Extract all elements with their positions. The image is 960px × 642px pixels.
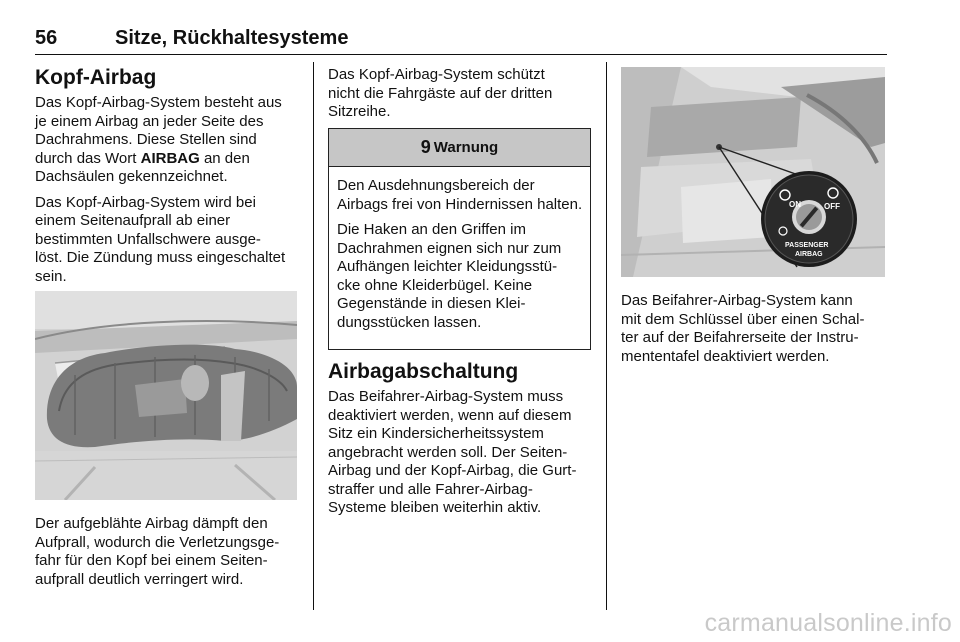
text-line: Das Kopf-Airbag-System besteht aus: [35, 94, 282, 111]
text-line: Dachsäulen gekennzeichnet.: [35, 168, 228, 185]
text-line: Aufhängen leichter Kleidungsstü-: [337, 258, 558, 275]
section-title: Sitze, Rückhaltesysteme: [115, 27, 349, 49]
text-line: Dachrahmen eignen sich nur zum: [337, 239, 562, 257]
text-line: Gegenstände in diesen Klei-: [337, 295, 526, 312]
text-line: Airbags frei von Hindernissen: [337, 195, 533, 213]
text-line: angebracht werden soll. Der Seiten-: [328, 443, 568, 461]
text-line: nicht die Fahrgäste auf der dritten: [328, 84, 553, 102]
paragraph-deployment: [35, 194, 303, 287]
text-line: Der aufgeblähte Airbag dämpft den: [35, 515, 268, 532]
text-line: Sitz ein Kindersicherheitssystem: [328, 425, 544, 442]
text-line: dungsstücken lassen.: [337, 313, 482, 331]
caption-left: [35, 515, 303, 589]
header-rule: [35, 54, 887, 55]
column-divider-left: [313, 62, 314, 610]
text-line: deaktiviert werden, wenn auf diesem: [328, 406, 572, 424]
warning-triangle-icon: 9: [420, 137, 431, 157]
text-line: Airbag und der Kopf-Airbag, die Gurt-: [328, 462, 577, 479]
switch-label-passenger: PASSENGER: [785, 242, 829, 249]
warning-header: [329, 129, 590, 167]
curtain-airbag-photo: [35, 291, 297, 500]
text-line: je einem Airbag an jeder Seite des: [35, 112, 264, 130]
text-line: halten.: [537, 195, 583, 213]
warning-paragraph: [337, 221, 583, 332]
text-line: Sitzreihe.: [328, 103, 391, 120]
text-line: Dachrahmens. Diese Stellen sind: [35, 131, 257, 148]
warning-title: Warnung: [433, 139, 499, 156]
text-line: Das Kopf-Airbag-System schützt: [328, 66, 545, 83]
warning-body: [329, 167, 590, 332]
text-line: mit dem Schlüssel über einen Schal-: [621, 310, 865, 328]
text-fragment: durch das Wort: [35, 149, 141, 167]
heading-airbagabschaltung: Airbagabschaltung: [328, 360, 519, 383]
text-line: bestimmten Unfallschwere ausge-: [35, 230, 261, 248]
column-divider-right: [606, 62, 607, 610]
switch-label-on: ON: [789, 200, 801, 209]
watermark: carmanualsonline.info: [704, 609, 952, 637]
switch-label-off: OFF: [824, 202, 840, 211]
paragraph-airbag-locations: [35, 94, 303, 187]
text-line: cke ohne Kleiderbügel. Keine: [337, 276, 533, 294]
column-left: [35, 66, 303, 293]
text-line: [35, 150, 303, 169]
text-line: fahr für den Kopf bei einem Seiten-: [35, 552, 268, 569]
text-line: Das Beifahrer-Airbag-System muss: [328, 388, 564, 405]
text-line: Aufprall, wodurch die Verletzungsge-: [35, 533, 280, 551]
switch-label-airbag: AIRBAG: [795, 251, 823, 258]
page-number: 56: [35, 27, 58, 49]
text-line: aufprall deutlich verringert wird.: [35, 570, 244, 588]
text-line: straffer und alle Fahrer-Airbag-: [328, 480, 533, 498]
warning-box: [328, 128, 591, 350]
column-middle-intro: [328, 66, 596, 122]
airbag-word: AIRBAG: [140, 149, 200, 167]
passenger-airbag-switch-photo: [621, 67, 885, 277]
text-line: löst. Die Zündung muss eingeschaltet: [35, 249, 286, 266]
text-line: Systeme bleiben weiterhin aktiv.: [328, 499, 542, 516]
text-line: Das Beifahrer-Airbag-System kann: [621, 292, 853, 309]
warning-paragraph: [337, 177, 583, 214]
text-line: mententafel deaktiviert werden.: [621, 347, 830, 365]
text-line: Das Kopf-Airbag-System wird bei: [35, 193, 256, 211]
caption-right: [621, 292, 891, 366]
text-line: ter auf der Beifahrerseite der Instru-: [621, 329, 859, 346]
text-line: sein.: [35, 267, 67, 285]
heading-kopf-airbag: Kopf-Airbag: [35, 66, 157, 89]
text-line: Den Ausdehnungsbereich der: [337, 177, 535, 194]
text-line: einem Seitenaufprall ab einer: [35, 212, 231, 229]
section-airbag-deactivation: [328, 360, 598, 518]
text-line: Die Haken an den Griffen im: [337, 221, 526, 238]
text-fragment: an den: [199, 149, 250, 167]
